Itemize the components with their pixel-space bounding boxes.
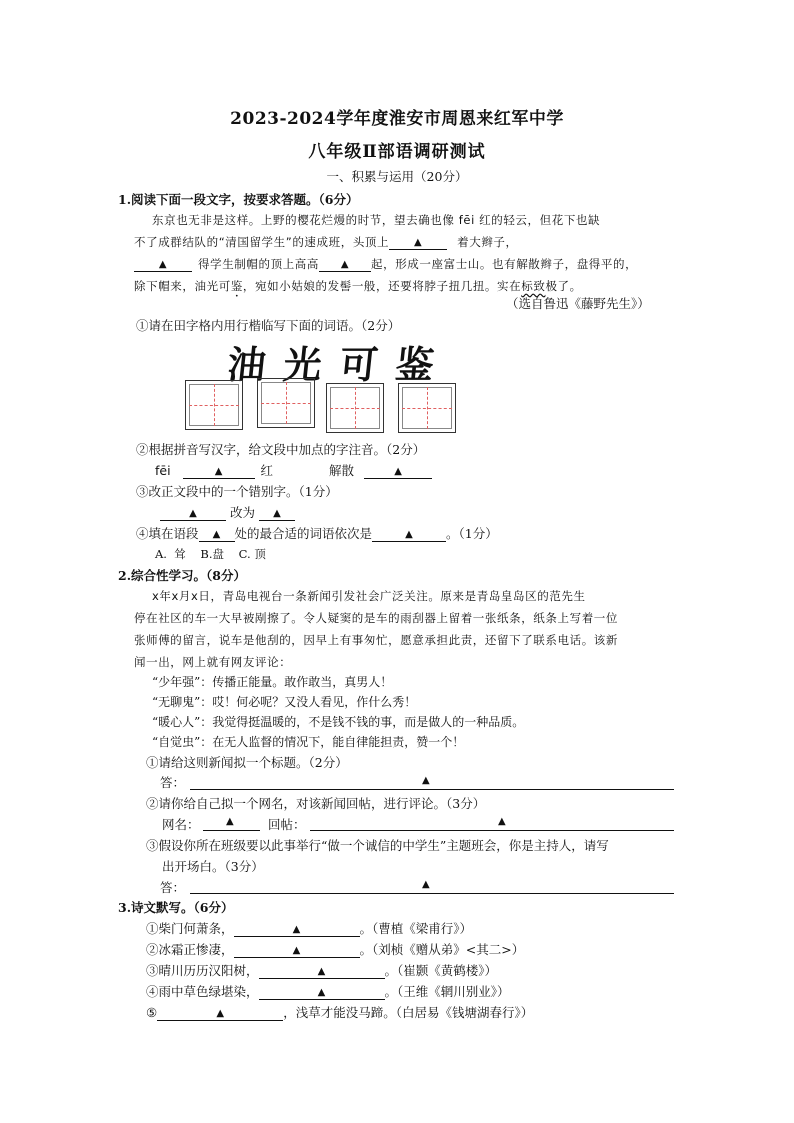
poem-text: ④雨中草色绿堪染，	[146, 984, 259, 999]
triangle-marker-icon: ▲	[498, 816, 506, 827]
comment-2: “无聊鬼”：哎！何必呢？又没人看见，作什么秀！	[152, 695, 417, 709]
passage-text: 除下帽来，油光可	[134, 279, 231, 293]
answer-blank[interactable]	[372, 526, 446, 542]
poem-text: ②冰霜正惨凄，	[146, 942, 234, 957]
passage-text: 着大辫子，	[457, 235, 518, 249]
tianzi-grid-1[interactable]	[185, 380, 243, 430]
answer-blank[interactable]	[259, 963, 385, 979]
q1-sub4	[136, 524, 498, 542]
answer-blank[interactable]	[157, 1005, 283, 1021]
poem-text: ③晴川历历汉阳树，	[146, 963, 259, 978]
triangle-marker-icon: ▲	[216, 1008, 225, 1019]
answer-label: 答：	[160, 775, 186, 790]
answer-line-opening[interactable]	[190, 893, 674, 894]
answer-blank[interactable]	[234, 942, 360, 958]
pinyin: fēi	[155, 463, 171, 478]
q1-sub4-text: ④填在语段	[136, 526, 199, 541]
netname-label: 网名：	[162, 817, 200, 832]
answer-blank[interactable]	[364, 463, 432, 479]
poem-line-1	[146, 919, 472, 937]
poem-source: ，浅草才能没马蹄。（白居易《钱塘湖春行》）	[283, 1005, 534, 1020]
poem-source: 。（崔颢《黄鹤楼》）	[384, 963, 498, 978]
comment-3: “暖心人”：我觉得挺温暖的，不是钱不钱的事，而是做人的一种品质。	[152, 715, 525, 729]
answer-blank[interactable]	[183, 463, 255, 479]
answer-blank[interactable]	[160, 505, 226, 521]
answer-label: 答：	[160, 880, 186, 895]
passage-text: 得学生制帽的顶上高高	[198, 257, 319, 271]
paper-subtitle: 八年级Ⅱ部语调研测试	[308, 142, 486, 162]
triangle-marker-icon: ▲	[292, 924, 301, 935]
q2-heading: 2.综合性学习。（8分）	[118, 568, 246, 583]
triangle-marker-icon: ▲	[394, 466, 402, 477]
wavy-underlined-word: 标致	[521, 279, 546, 293]
answer-blank[interactable]	[234, 921, 360, 937]
triangle-marker-icon: ▲	[413, 237, 423, 248]
poem-source: 。（王维《辋川别业》）	[384, 984, 510, 999]
q2-sub3-line-2: 出开场白。（3分）	[162, 859, 264, 874]
hanzi-hong: 红	[260, 463, 274, 478]
answer-blank[interactable]	[199, 526, 235, 542]
triangle-marker-icon: ▲	[422, 775, 430, 786]
q1-options: A. 耸 B.盘 C. 顶	[155, 547, 266, 561]
calligraphy-model: 油光可鉴	[225, 342, 455, 387]
triangle-marker-icon: ▲	[422, 879, 430, 890]
word-gaiwei: 改为	[229, 505, 255, 520]
triangle-marker-icon: ▲	[214, 466, 223, 477]
comment-1: “少年强”：传播正能量。敢作敢当，真男人！	[152, 675, 393, 689]
triangle-marker-icon: ▲	[405, 529, 413, 540]
q1-sub3-answers	[160, 503, 295, 521]
q1-passage-line-3	[134, 256, 637, 272]
q1-sub4-text: 处的最合适的词语依次是	[234, 526, 373, 541]
triangle-marker-icon: ▲	[292, 945, 301, 956]
answer-blank[interactable]	[134, 257, 192, 272]
passage-text: 极了。	[545, 279, 582, 293]
answer-line-title[interactable]	[190, 789, 674, 790]
triangle-marker-icon: ▲	[189, 508, 197, 519]
passage-source: （选自鲁迅《藤野先生》）	[506, 296, 650, 311]
triangle-marker-icon: ▲	[158, 259, 168, 270]
poem-text: ⑤	[146, 1005, 158, 1020]
answer-blank[interactable]	[319, 257, 371, 272]
poem-line-4	[146, 982, 510, 1000]
poem-source: 。（刘桢《赠从弟》<其二>）	[359, 942, 525, 957]
passage-text: ，宛如小姑娘的发髻一般，还要将脖子扭几扭。实在	[242, 279, 522, 293]
q2-news-line-4: 闻一出，网上就有网友评论：	[134, 655, 292, 669]
triangle-marker-icon: ▲	[340, 259, 350, 270]
q2-news-line-2: 停在社区的车一大早被剐擦了。令人疑窦的是车的雨刮器上留着一张纸条，纸条上写着一位	[134, 611, 618, 625]
poem-source: 。（曹植《梁甫行》）	[359, 921, 473, 936]
poem-line-2	[146, 940, 524, 958]
q2-news-line-3: 张师傅的留言，说车是他刮的，因早上有事匆忙，愿意承担此责，还留下了联系电话。该新	[134, 633, 618, 647]
q2-news-line-1: x年x月x日，青岛电视台一条新闻引发社会广泛关注。原来是青岛皇岛区的范先生	[152, 589, 586, 603]
tianzi-grid-2[interactable]	[257, 378, 315, 428]
q1-sub2: ②根据拼音写汉字，给文段中加点的字注音。（2分）	[136, 442, 426, 457]
q1-sub3: ③改正文段中的一个错别字。（1分）	[136, 484, 338, 499]
q1-sub1: ①请在田字格内用行楷临写下面的词语。（2分）	[136, 318, 401, 333]
answer-blank[interactable]	[389, 235, 447, 250]
q1-heading: 1.阅读下面一段文字，按要求答题。（6分）	[118, 192, 359, 207]
q2-sub3-line-1: ③假设你所在班级要以此事举行“做一个诚信的中学生”主题班会，你是主持人，请写	[146, 838, 609, 853]
q1-sub2-answers	[155, 461, 432, 479]
answer-blank[interactable]	[259, 984, 385, 1000]
word-jiesan: 解散	[329, 463, 355, 478]
triangle-marker-icon: ▲	[212, 529, 221, 540]
section-heading: 一、积累与运用（20分）	[326, 169, 468, 184]
tianzi-grid-4[interactable]	[398, 383, 456, 433]
q2-sub1: ①请给这则新闻拟一个标题。（2分）	[146, 755, 348, 770]
triangle-marker-icon: ▲	[273, 508, 281, 519]
dotted-char: 鉴	[230, 279, 243, 293]
triangle-marker-icon: ▲	[226, 816, 234, 827]
poem-line-5	[146, 1003, 533, 1021]
poem-line-3	[146, 961, 497, 979]
q3-heading: 3.诗文默写。（6分）	[118, 900, 234, 915]
comment-4: “自觉虫”：在无人监督的情况下，能自律能担责，赞一个！	[152, 735, 465, 749]
passage-text: 起，形成一座富士山。也有解散辫子，盘得平的，	[371, 257, 638, 271]
q1-passage-line-2	[134, 234, 518, 250]
triangle-marker-icon: ▲	[317, 987, 326, 998]
passage-text: 不了成群结队的“清国留学生”的速成班，头顶上	[134, 235, 390, 249]
tianzi-grid-3[interactable]	[326, 383, 384, 433]
poem-text: ①柴门何萧条，	[146, 921, 234, 936]
reply-label: 回帖：	[268, 817, 306, 832]
triangle-marker-icon: ▲	[317, 966, 326, 977]
q2-sub2: ②请你给自己拟一个网名，对该新闻回帖，进行评论。（3分）	[146, 796, 486, 811]
reply-line[interactable]	[310, 830, 674, 831]
netname-line[interactable]	[203, 830, 260, 831]
q1-passage-line-1: 东京也无非是这样。上野的樱花烂熳的时节，望去确也像 fēi 红的轻云，但花下也缺	[152, 213, 601, 227]
answer-blank[interactable]	[259, 505, 295, 521]
paper-title: 2023-2024学年度淮安市周恩来红军中学	[230, 109, 564, 129]
q1-sub4-text: 。（1分）	[446, 526, 498, 541]
